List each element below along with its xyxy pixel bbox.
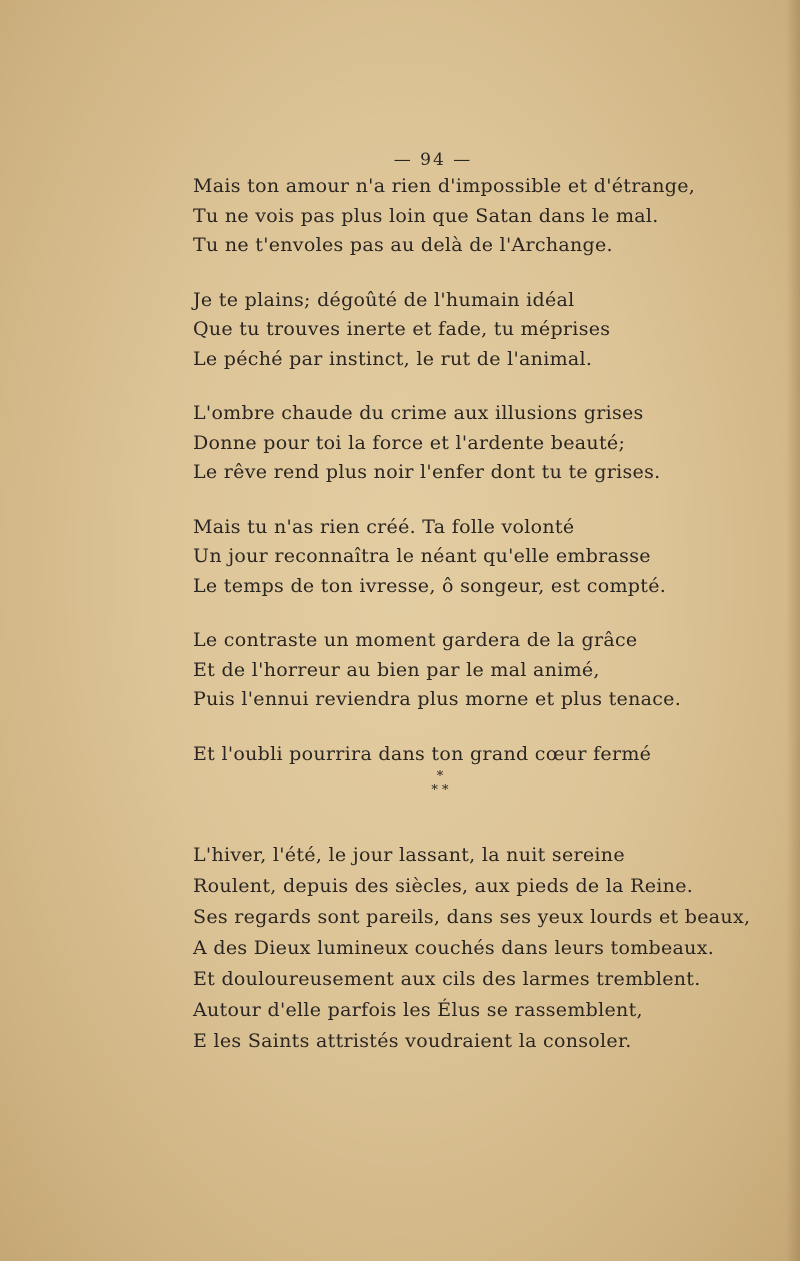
verse-line: Mais ton amour n'a rien d'impossible et d'étrange,	[193, 175, 696, 197]
poem-second-part	[193, 840, 773, 1057]
verse-line: L'ombre chaude du crime aux illusions grises	[193, 402, 644, 424]
verse-line: L'hiver, l'été, le jour lassant, la nuit sereine	[193, 844, 625, 866]
verse-line: Donne pour toi la force et l'ardente beauté;	[193, 431, 626, 454]
asterism-top: *	[436, 769, 444, 784]
asterism-separator	[415, 770, 465, 798]
page-number: — 94 —	[393, 150, 473, 170]
verse-line: Roulent, depuis des siècles, aux pieds de la Reine.	[193, 875, 694, 897]
verse-line: A des Dieux lumineux couchés dans leurs tombeaux.	[193, 937, 715, 959]
verse-line: Mais tu n'as rien créé. Ta folle volonté	[193, 515, 575, 538]
verse-line: Ses regards sont pareils, dans ses yeux lourds et beaux,	[193, 906, 751, 928]
verse-line: Le rêve rend plus noir l'enfer dont tu te grises.	[193, 461, 661, 483]
asterism-bottom: * *	[431, 783, 449, 798]
verse-line: Autour d'elle parfois les Élus se rassemblent,	[193, 999, 643, 1021]
verse-line: Que tu trouves inerte et fade, tu méprises	[193, 318, 611, 340]
stanza	[193, 626, 753, 715]
verse-line: Et douloureusement aux cils des larmes tremblent.	[193, 968, 701, 990]
verse-line: Le péché par instinct, le rut de l'animal.	[193, 347, 593, 370]
stanza	[193, 513, 753, 602]
verse-line: Un jour reconnaîtra le néant qu'elle embrasse	[193, 545, 651, 567]
verse-line: Et l'oubli pourrira dans ton grand cœur fermé	[193, 742, 652, 765]
verse-line: Je te plains; dégoûté de l'humain idéal	[193, 288, 575, 311]
page-edge-shadow	[786, 0, 800, 1261]
verse-line: E les Saints attristés voudraient la consoler.	[193, 1030, 632, 1052]
verse-line: Et de l'horreur au bien par le mal animé,	[193, 658, 600, 681]
verse-line: Le temps de ton ivresse, ô songeur, est compté.	[193, 574, 667, 597]
verse-line: Puis l'ennui reviendra plus morne et plus tenace.	[193, 688, 682, 710]
poem-first-part	[193, 172, 753, 794]
verse-line: Tu ne vois pas plus loin que Satan dans le mal.	[193, 204, 659, 227]
verse-line: Le contraste un moment gardera de la grâce	[193, 629, 638, 651]
stanza	[193, 740, 753, 770]
verse-line: Tu ne t'envoles pas au delà de l'Archange.	[193, 234, 613, 256]
stanza	[193, 399, 753, 488]
stanza	[193, 172, 753, 261]
stanza	[193, 286, 753, 375]
